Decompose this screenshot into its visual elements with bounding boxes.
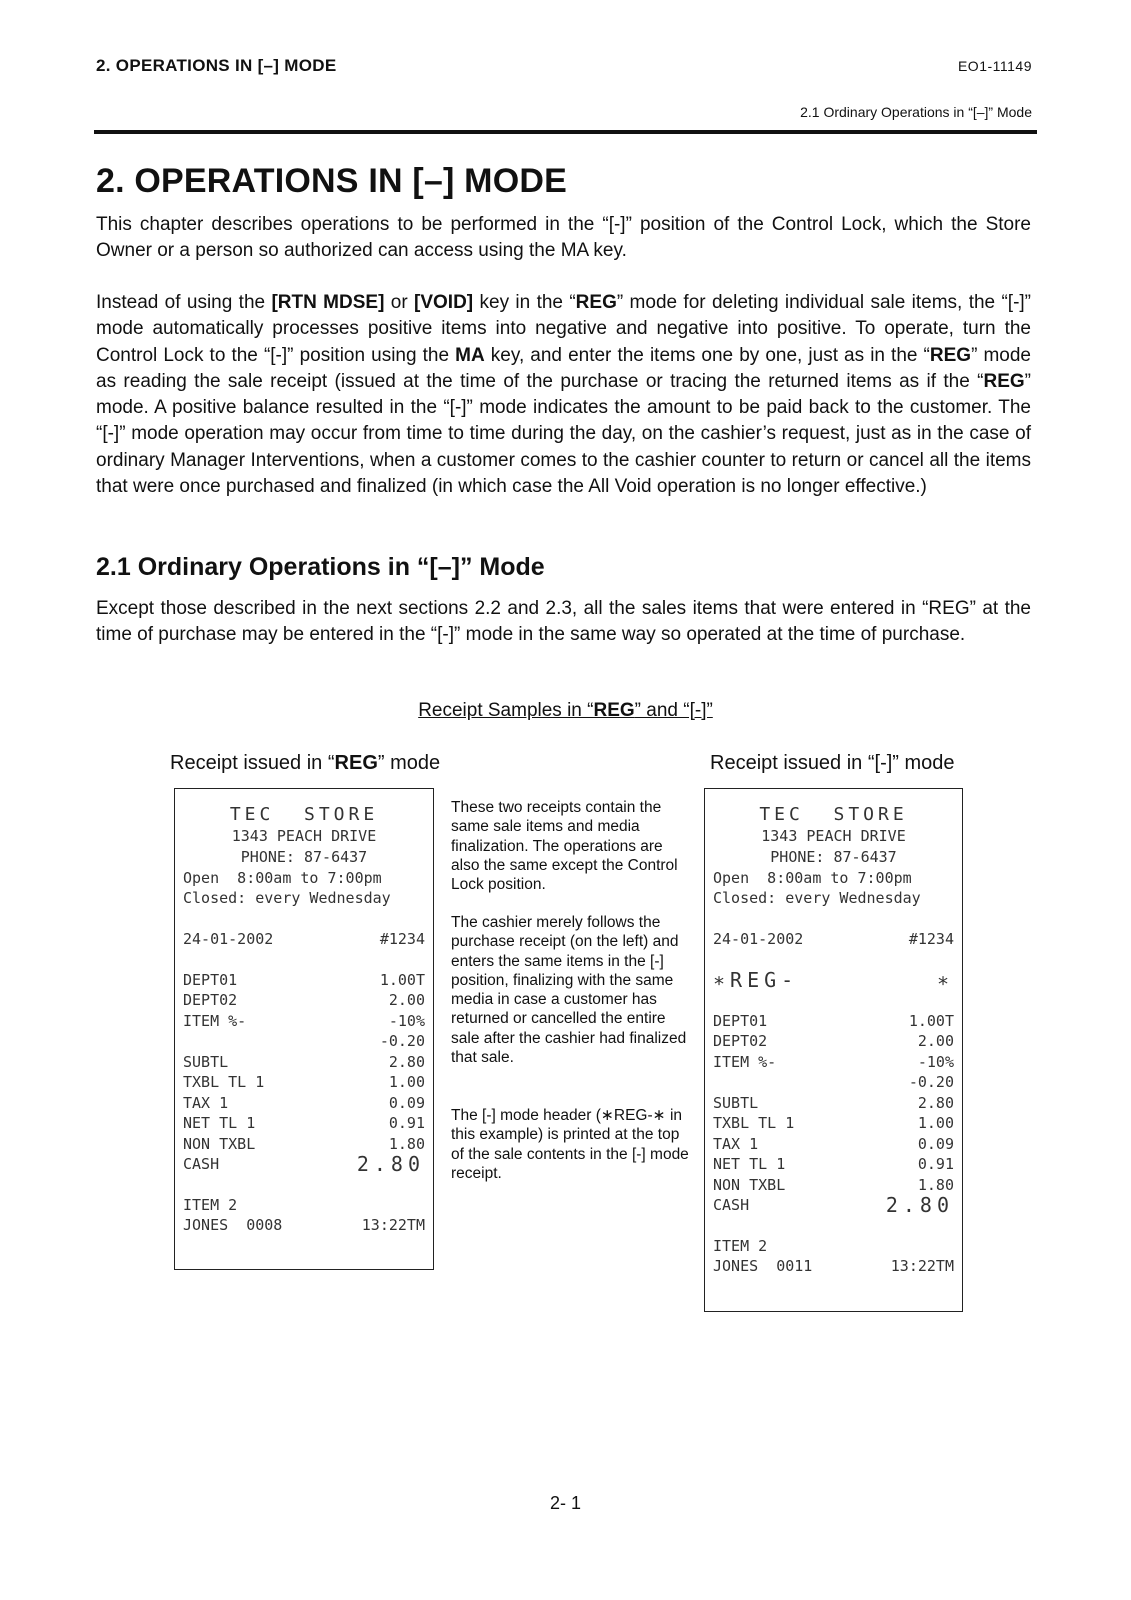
receipt-date: 24-01-2002: [713, 930, 804, 948]
running-header-section: 2.1 Ordinary Operations in “[–]” Mode: [800, 104, 1032, 120]
receipt-row: NON TXBL 1.80: [183, 1135, 425, 1153]
receipt-row: NET TL 1 0.91: [713, 1155, 954, 1173]
receipt-time: 13:22TM: [890, 1257, 954, 1275]
chapter-intro-paragraph: This chapter describes operations to be performed in the “[-]” position of the Control Lock, which the Store Owner or a person so authorized can access using the MA key.: [96, 214, 1031, 262]
receipt-cash-row: CASH 2.80: [713, 1193, 954, 1217]
receipt-item-count: ITEM 2: [713, 1237, 768, 1255]
receipt-row: TAX 1 0.09: [183, 1094, 425, 1112]
section-body-paragraph: Except those described in the next sections 2.2 and 2.3, all the sales items that were entered in “REG” at the time of purchase may be entered in the “[-]” mode in the same way so operated at the time of purchase.: [96, 598, 1031, 646]
receipt-row: NON TXBL 1.80: [713, 1176, 954, 1194]
receipt-row: ITEM %- -10%: [713, 1053, 954, 1071]
receipt-phone: PHONE: 87-6437: [770, 848, 897, 866]
receipt-number: #1234: [379, 930, 425, 948]
receipt-row: DEPT01 1.00T: [713, 1012, 954, 1030]
running-header-chapter: 2. OPERATIONS IN [–] MODE: [96, 56, 337, 75]
receipt-cashier: JONES 0008: [183, 1216, 283, 1234]
note-paragraph: The [-] mode header (∗REG-∗ in this example) is printed at the top of the sale contents in the [-] mode receipt.: [451, 1107, 689, 1182]
receipt-date: 24-01-2002: [183, 930, 274, 948]
chapter-body-paragraph: Instead of using the [RTN MDSE] or [VOID] key in the “REG” mode for deleting individual sale items, the “[-]” mode automatically processes positive items into negative and negative into positive. To operate, turn the Control Lock to the “[-]” position using the MA key, and enter the items one by one, just as in the “REG” mode as reading the sale receipt (issued at the time of the purchase or tracing the returned items as if the “REG” mode. A positive balance resulted in the “[-]” mode indicates the amount to be paid back to the customer. The “[-]” mode operation may occur from time to time during the day, on the cashier’s request, just as in the case of ordinary Manager Interventions, when a customer comes to the cashier counter to return or cancel all the items that were once purchased and finalized (in which case the All Void operation is no longer effective.): [96, 292, 1032, 498]
receipt-row: -0.20: [908, 1073, 954, 1091]
receipt-cashier-row: [183, 1215, 425, 1235]
receipt-time: 13:22TM: [361, 1216, 425, 1234]
page-number: 2- 1: [549, 1493, 582, 1513]
receipt-cash-row: CASH 2.80: [183, 1152, 425, 1176]
receipt-item-count: ITEM 2: [183, 1196, 238, 1214]
receipt-row: TXBL TL 1 1.00: [183, 1073, 425, 1091]
receipt-row: -0.20: [379, 1032, 425, 1050]
receipt-store-name: TEC STORE: [229, 804, 379, 825]
receipt-row: TAX 1 0.09: [713, 1135, 954, 1153]
note-paragraph: These two receipts contain the same sale items and media finalization. The operations are also the same except the Control Lock position.: [451, 799, 678, 894]
reg-receipt-label: Receipt issued in “REG” mode: [170, 752, 441, 774]
receipt-date-row: [183, 929, 425, 949]
receipt-closed-day: Closed: every Wednesday: [183, 889, 391, 907]
receipt-cash-amount: 2.80: [356, 1152, 425, 1176]
minus-mode-receipt: [704, 788, 963, 1312]
receipt-date-row: [713, 929, 954, 949]
note-paragraph: The cashier merely follows the purchase receipt (on the left) and enters the same items in the [-] position, finalizing with the same media in case a customer has returned or cancelled the entire sale after the cashier had finalized that sale.: [451, 914, 687, 1067]
receipt-closed-day: Closed: every Wednesday: [713, 889, 921, 907]
receipt-row: DEPT02 2.00: [183, 991, 425, 1009]
receipt-open-hours: Open 8:00am to 7:00pm: [183, 869, 382, 887]
receipt-row: TXBL TL 1 1.00: [713, 1114, 954, 1132]
minus-receipt-label: Receipt issued in “[-]” mode: [710, 752, 955, 774]
receipt-open-hours: Open 8:00am to 7:00pm: [713, 869, 912, 887]
receipt-store-name: TEC STORE: [759, 804, 908, 825]
receipt-row: NET TL 1 0.91: [183, 1114, 425, 1132]
receipt-address: 1343 PEACH DRIVE: [761, 827, 906, 845]
receipt-row: SUBTL 2.80: [713, 1094, 954, 1112]
receipt-cash-amount: 2.80: [885, 1193, 954, 1217]
receipt-row: DEPT02 2.00: [713, 1032, 954, 1050]
receipt-row: ITEM %- -10%: [183, 1012, 425, 1030]
receipt-row: SUBTL 2.80: [183, 1053, 425, 1071]
section-title: 2.1 Ordinary Operations in “[–]” Mode: [96, 553, 545, 581]
header-rule: [94, 130, 1037, 134]
receipt-mode-header: ∗REG- ∗: [713, 968, 954, 992]
receipt-address: 1343 PEACH DRIVE: [231, 827, 377, 845]
reg-mode-receipt: [174, 788, 434, 1270]
chapter-title: 2. OPERATIONS IN [–] MODE: [96, 162, 567, 200]
receipt-phone: PHONE: 87-6437: [240, 848, 368, 866]
receipt-row: DEPT01 1.00T: [183, 971, 425, 989]
receipt-samples-caption: Receipt Samples in “REG” and “[-]”: [418, 700, 713, 721]
document-id: EO1-11149: [957, 58, 1032, 74]
receipt-cashier: JONES 0011: [713, 1257, 813, 1275]
receipt-cashier-row: [713, 1256, 954, 1276]
receipt-number: #1234: [908, 930, 954, 948]
